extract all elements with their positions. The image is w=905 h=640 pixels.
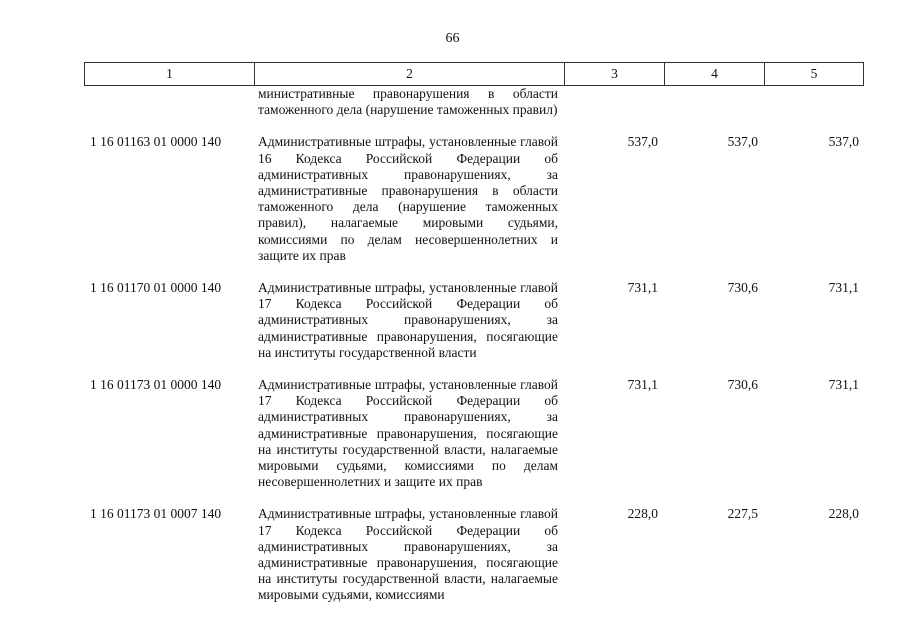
value-col-5: 537,0 — [828, 134, 859, 150]
table-header — [84, 62, 864, 86]
page-number: 66 — [445, 31, 460, 46]
value-col-5: 731,1 — [828, 280, 859, 296]
value-col-3: 731,1 — [627, 280, 658, 296]
row-description: Административные штрафы, установленные главой 17 Кодекса Российской Федерации об административных правонарушениях, за административные правонарушения, посягающие на институты государственной власти, налагаемые мировыми судьями, комиссиями по делам несовершеннолетних и защите их прав — [258, 377, 558, 490]
value-col-4: 730,6 — [727, 377, 758, 393]
row-description: Административные штрафы, установленные главой 16 Кодекса Российской Федерации об административных правонарушениях, за административные правонарушения в области таможенного дела (нарушение таможенных правил), налагаемые мировыми судьями, комиссиями по делам несовершеннолетних и защите их прав — [258, 134, 558, 263]
table-row — [0, 506, 905, 603]
value-col-4: 227,5 — [727, 506, 758, 522]
row-description: Административные штрафы, установленные главой 17 Кодекса Российской Федерации об административных правонарушениях, за административные правонарушения, посягающие на институты государственной власти, налагаемые мировыми судьями, комиссиями — [258, 506, 558, 603]
continuation-text: министративные правонарушения в области таможенного дела (нарушение таможенных правил) — [258, 86, 558, 118]
header-col-4: 4 — [664, 63, 764, 85]
header-col-2: 2 — [254, 63, 564, 85]
budget-code: 1 16 01173 01 0007 140 — [90, 506, 222, 522]
row-description: Административные штрафы, установленные главой 17 Кодекса Российской Федерации об административных правонарушениях, за административные правонарушения, посягающие на институты государственной власти — [258, 280, 558, 360]
budget-code: 1 16 01173 01 0000 140 — [90, 377, 222, 393]
budget-code: 1 16 01170 01 0000 140 — [90, 280, 222, 296]
value-col-3: 731,1 — [627, 377, 658, 393]
budget-code: 1 16 01163 01 0000 140 — [90, 134, 222, 150]
table-row-continuation — [0, 86, 905, 118]
value-col-5: 228,0 — [828, 506, 859, 522]
header-col-5: 5 — [764, 63, 864, 85]
value-col-3: 537,0 — [627, 134, 658, 150]
table-row — [0, 280, 905, 361]
table-row — [0, 134, 905, 264]
value-col-4: 730,6 — [727, 280, 758, 296]
value-col-3: 228,0 — [627, 506, 658, 522]
value-col-4: 537,0 — [727, 134, 758, 150]
table-row — [0, 377, 905, 490]
value-col-5: 731,1 — [828, 377, 859, 393]
header-col-1: 1 — [84, 63, 254, 85]
header-col-3: 3 — [564, 63, 664, 85]
table-body — [0, 86, 905, 604]
